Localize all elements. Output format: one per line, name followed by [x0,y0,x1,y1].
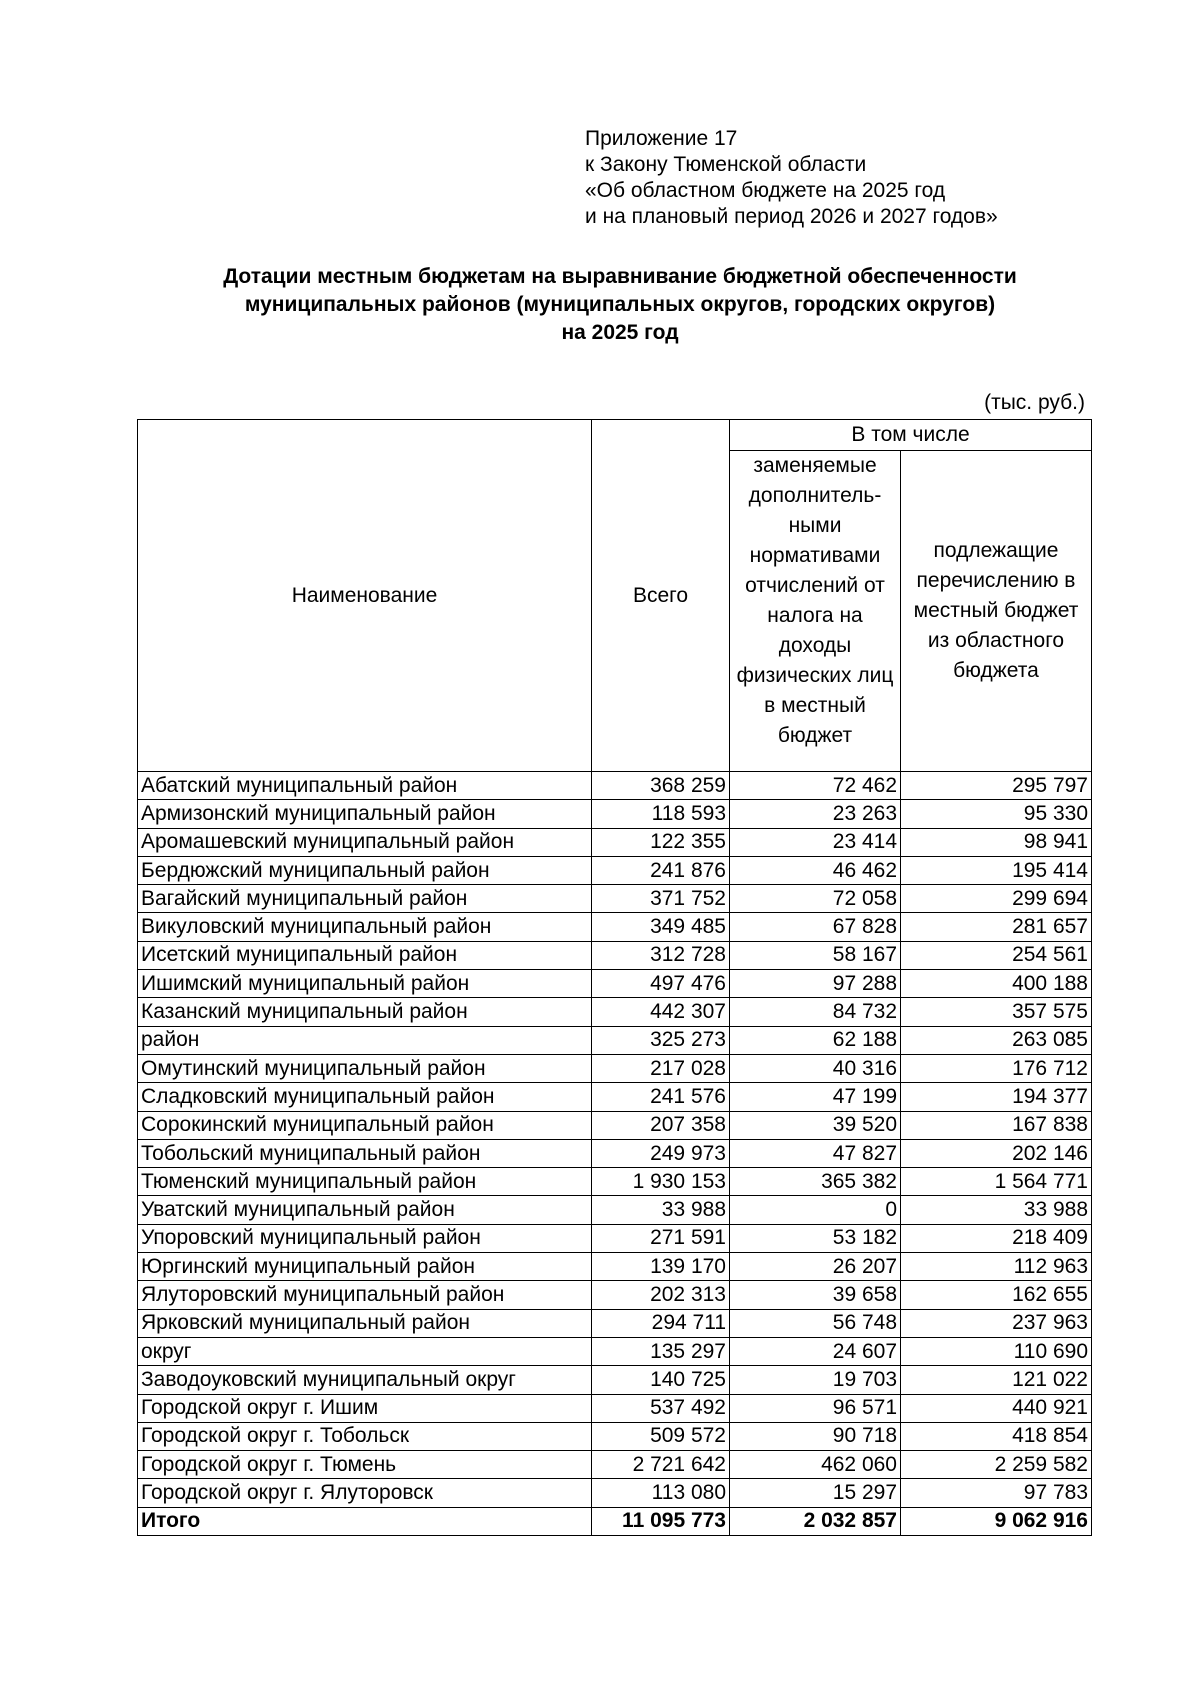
cell-total: 2 721 642 [592,1451,730,1479]
table-row [138,1054,1092,1082]
cell-name: округ [138,1337,592,1365]
cell-transfer: 167 838 [901,1111,1092,1139]
cell-replaced: 96 571 [730,1394,901,1422]
cell-name: Уватский муниципальный район [138,1196,592,1224]
cell-replaced: 462 060 [730,1451,901,1479]
cell-total: 217 028 [592,1054,730,1082]
cell-transfer: 440 921 [901,1394,1092,1422]
cell-transfer: 263 085 [901,1026,1092,1054]
cell-name: район [138,1026,592,1054]
cell-name: Армизонский муниципальный район [138,800,592,828]
cell-name: Казанский муниципальный район [138,998,592,1026]
cell-replaced: 24 607 [730,1337,901,1365]
cell-replaced: 23 263 [730,800,901,828]
cell-replaced: 365 382 [730,1168,901,1196]
appendix-block [585,126,998,230]
cell-name: Омутинский муниципальный район [138,1054,592,1082]
table-row [138,1253,1092,1281]
cell-replaced: 39 520 [730,1111,901,1139]
cell-name: Юргинский муниципальный район [138,1253,592,1281]
cell-name: Сладковский муниципальный район [138,1083,592,1111]
cell-total: 271 591 [592,1224,730,1252]
cell-total: 113 080 [592,1479,730,1507]
title-line-1: Дотации местным бюджетам на выравнивание бюджетной обеспеченности [223,265,1017,288]
cell-replaced: 67 828 [730,913,901,941]
total-cell-name: Итого [138,1507,592,1535]
cell-total: 122 355 [592,828,730,856]
cell-name: Ялуторовский муниципальный район [138,1281,592,1309]
header-replaced [730,451,901,772]
table-row [138,1366,1092,1394]
cell-replaced: 72 058 [730,885,901,913]
cell-total: 241 876 [592,856,730,884]
document-title [120,263,1120,347]
cell-total: 312 728 [592,941,730,969]
table-row [138,998,1092,1026]
cell-total: 349 485 [592,913,730,941]
cell-replaced: 0 [730,1196,901,1224]
table-row [138,1026,1092,1054]
cell-transfer: 237 963 [901,1309,1092,1337]
table-row [138,1479,1092,1507]
cell-name: Заводоуковский муниципальный округ [138,1366,592,1394]
subsidies-table [137,419,1092,1536]
cell-name: Городской округ г. Ялуторовск [138,1479,592,1507]
cell-name: Сорокинский муниципальный район [138,1111,592,1139]
cell-replaced: 46 462 [730,856,901,884]
total-cell-total: 11 095 773 [592,1507,730,1535]
cell-replaced: 40 316 [730,1054,901,1082]
cell-total: 139 170 [592,1253,730,1281]
table-row [138,1111,1092,1139]
cell-total: 325 273 [592,1026,730,1054]
units-label: (тыс. руб.) [984,391,1085,414]
cell-total: 537 492 [592,1394,730,1422]
cell-replaced: 47 827 [730,1139,901,1167]
cell-replaced: 97 288 [730,970,901,998]
cell-replaced: 90 718 [730,1422,901,1450]
cell-total: 140 725 [592,1366,730,1394]
cell-total: 118 593 [592,800,730,828]
cell-name: Викуловский муниципальный район [138,913,592,941]
table-row [138,1196,1092,1224]
cell-total: 202 313 [592,1281,730,1309]
cell-transfer: 98 941 [901,828,1092,856]
cell-name: Городской округ г. Ишим [138,1394,592,1422]
cell-transfer: 110 690 [901,1337,1092,1365]
cell-name: Тюменский муниципальный район [138,1168,592,1196]
header-replaced-text: заменяемые дополнитель-ными нормативами отчислений от налога на доходы физических лиц в местный бюджет [736,454,894,747]
appendix-line-3: «Об областном бюджете на 2025 год [585,179,946,202]
cell-total: 33 988 [592,1196,730,1224]
cell-transfer: 97 783 [901,1479,1092,1507]
table-row [138,1309,1092,1337]
cell-replaced: 62 188 [730,1026,901,1054]
cell-transfer: 281 657 [901,913,1092,941]
cell-replaced: 39 658 [730,1281,901,1309]
cell-total: 371 752 [592,885,730,913]
appendix-line-2: к Закону Тюменской области [585,153,867,176]
cell-transfer: 112 963 [901,1253,1092,1281]
title-line-2: муниципальных районов (муниципальных округов, городских округов) [244,293,996,316]
table-body [138,772,1092,1536]
table-row [138,1139,1092,1167]
cell-replaced: 19 703 [730,1366,901,1394]
cell-transfer: 2 259 582 [901,1451,1092,1479]
cell-total: 135 297 [592,1337,730,1365]
cell-replaced: 26 207 [730,1253,901,1281]
total-cell-replaced: 2 032 857 [730,1507,901,1535]
cell-transfer: 254 561 [901,941,1092,969]
table-row [138,1083,1092,1111]
cell-replaced: 72 462 [730,772,901,800]
title-line-3: на 2025 год [561,321,679,344]
cell-name: Упоровский муниципальный район [138,1224,592,1252]
cell-replaced: 53 182 [730,1224,901,1252]
cell-replaced: 23 414 [730,828,901,856]
cell-total: 509 572 [592,1422,730,1450]
header-name: Наименование [138,420,592,772]
table-row [138,828,1092,856]
cell-transfer: 400 188 [901,970,1092,998]
cell-transfer: 357 575 [901,998,1092,1026]
total-cell-transfer: 9 062 916 [901,1507,1092,1535]
cell-replaced: 15 297 [730,1479,901,1507]
cell-total: 368 259 [592,772,730,800]
table-row [138,856,1092,884]
cell-replaced: 47 199 [730,1083,901,1111]
cell-transfer: 162 655 [901,1281,1092,1309]
table-row [138,1168,1092,1196]
cell-name: Вагайский муниципальный район [138,885,592,913]
table-row [138,1224,1092,1252]
table-row [138,1451,1092,1479]
cell-transfer: 418 854 [901,1422,1092,1450]
table-row [138,800,1092,828]
header-group: В том числе [730,420,1092,451]
cell-name: Городской округ г. Тюмень [138,1451,592,1479]
table-row [138,1337,1092,1365]
cell-transfer: 95 330 [901,800,1092,828]
cell-replaced: 56 748 [730,1309,901,1337]
table-row [138,941,1092,969]
cell-transfer: 218 409 [901,1224,1092,1252]
cell-total: 497 476 [592,970,730,998]
cell-transfer: 195 414 [901,856,1092,884]
table-row [138,772,1092,800]
table-row [138,1394,1092,1422]
cell-name: Ярковский муниципальный район [138,1309,592,1337]
cell-name: Бердюжский муниципальный район [138,856,592,884]
cell-replaced: 84 732 [730,998,901,1026]
cell-total: 249 973 [592,1139,730,1167]
cell-total: 207 358 [592,1111,730,1139]
cell-transfer: 33 988 [901,1196,1092,1224]
cell-name: Исетский муниципальный район [138,941,592,969]
header-transfer: подлежащие перечислению в местный бюджет из областного бюджета [901,451,1092,772]
cell-transfer: 1 564 771 [901,1168,1092,1196]
table-row [138,1422,1092,1450]
table-row [138,885,1092,913]
cell-total: 241 576 [592,1083,730,1111]
cell-name: Городской округ г. Тобольск [138,1422,592,1450]
cell-name: Ишимский муниципальный район [138,970,592,998]
cell-transfer: 202 146 [901,1139,1092,1167]
cell-transfer: 121 022 [901,1366,1092,1394]
cell-name: Аромашевский муниципальный район [138,828,592,856]
table-row [138,1281,1092,1309]
total-row [138,1507,1092,1535]
cell-total: 442 307 [592,998,730,1026]
appendix-line-4: и на плановый период 2026 и 2027 годов» [585,205,998,228]
cell-transfer: 176 712 [901,1054,1092,1082]
cell-total: 1 930 153 [592,1168,730,1196]
appendix-line-1: Приложение 17 [585,127,738,150]
cell-transfer: 299 694 [901,885,1092,913]
cell-transfer: 194 377 [901,1083,1092,1111]
table-row [138,913,1092,941]
cell-replaced: 58 167 [730,941,901,969]
cell-transfer: 295 797 [901,772,1092,800]
cell-name: Тобольский муниципальный район [138,1139,592,1167]
cell-name: Абатский муниципальный район [138,772,592,800]
table-row [138,970,1092,998]
cell-total: 294 711 [592,1309,730,1337]
header-total: Всего [592,420,730,772]
